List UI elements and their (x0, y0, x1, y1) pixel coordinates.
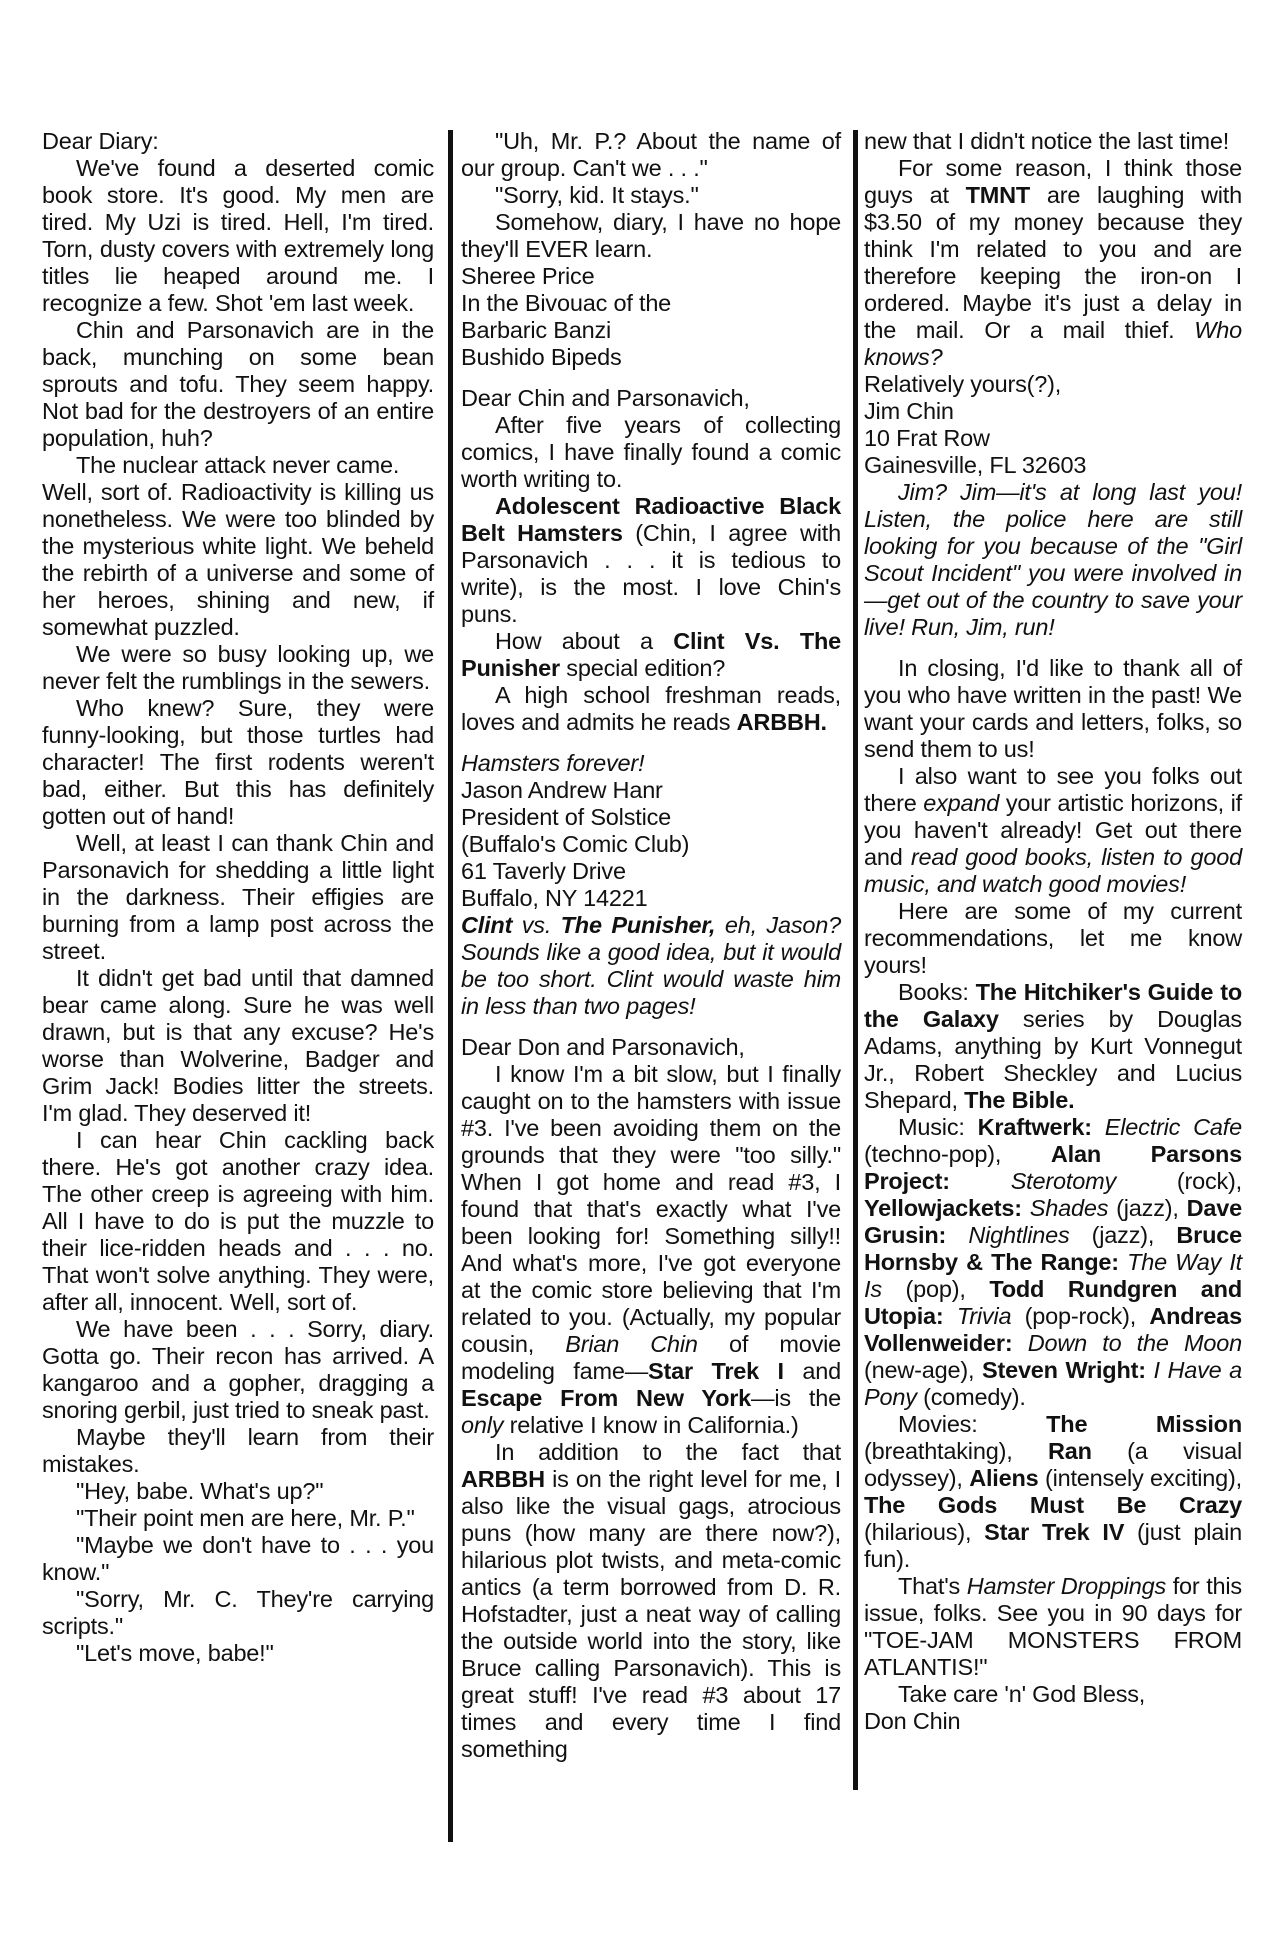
closing-line: Take care 'n' God Bless, (898, 1681, 1146, 1707)
signature-line: 10 Frat Row (864, 425, 990, 451)
recommendations-music: Music: Kraftwerk: Electric Cafe (techno-pop), Alan Parsons Project: Sterotomy (rock), Yellowjackets: Shades (jazz), Dave Grusin: Nightlines (jazz), Bruce Hornsby & The Range: The Way It Is (pop), Todd Rundgren and Utopia: Trivia (pop-rock), Andreas Vollenweider: Down to the Moon (new-age), Steven Wright: I Have a Pony (comedy). (864, 1114, 1243, 1410)
signature-line: 61 Taverly Drive (461, 858, 626, 884)
dialogue-line: "Their point men are here, Mr. P." (76, 1505, 415, 1531)
paragraph: How about a Clint Vs. The Punisher special edition? (461, 628, 841, 681)
signature-line: In the Bivouac of the (461, 290, 672, 316)
paragraph: For some reason, I think those guys at TMNT are laughing with $3.50 of my money because they think I'm related to you and are therefore keeping the iron-on I ordered. Maybe it's just a delay in the mail. Or a mail thief. Who knows? (864, 155, 1242, 370)
recommendations-books: Books: The Hitchiker's Guide to the Galaxy series by Douglas Adams, anything by Kurt Vonnegut Jr., Robert Sheckley and Lucius Shepard, The Bible. (864, 979, 1242, 1113)
paragraph: We've found a deserted comic book store. It's good. My men are tired. My Uzi is tired. Hell, I'm tired. Torn, dusty covers with extremely long titles lie heaped around me. I recognize a few. Shot 'em last week. (42, 155, 434, 316)
signature-line: Gainesville, FL 32603 (864, 452, 1087, 478)
signature-line: Relatively yours(?), (864, 371, 1062, 397)
diary-salutation: Dear Diary: (42, 128, 159, 154)
paragraph: I also want to see you folks out there expand your artistic horizons, if you haven't already! Get out there and read good books, listen to good music, and watch good movies! (864, 763, 1242, 897)
column-divider-left (448, 130, 453, 1842)
signature-line: Bushido Bipeds (461, 344, 622, 370)
paragraph: We have been . . . Sorry, diary. Gotta go. Their recon has arrived. A kangaroo and a gopher, dragging a snoring gerbil, just tried to sneak past. (42, 1316, 434, 1423)
column-middle (461, 128, 841, 1763)
paragraph: Chin and Parsonavich are in the back, munching on some bean sprouts and tofu. They seem happy. Not bad for the destroyers of an entire population, huh? (42, 317, 434, 451)
signature-line: President of Solstice (461, 804, 672, 830)
paragraph: Adolescent Radioactive Black Belt Hamsters (Chin, I agree with Parsonavich . . . it is tedious to write), is the most. I love Chin's puns. (461, 493, 841, 627)
paragraph: I know I'm a bit slow, but I finally caught on to the hamsters with issue #3. I've been avoiding them on the grounds that they were "too silly." When I got home and read #3, I found that that's exactly what I've been looking for! Something silly!! And what's more, I've got everyone at the comic store believing that I'm related to you. (Actually, my popular cousin, Brian Chin of movie modeling fame—Star Trek I and Escape From New York—is the only relative I know in California.) (461, 1061, 842, 1438)
signature-line: (Buffalo's Comic Club) (461, 831, 690, 857)
paragraph: Well, sort of. Radioactivity is killing us nonetheless. We were too blinded by the mysterious white light. We beheld the rebirth of a universe and some of her heroes, shining and new, if somewhat puzzled. (42, 479, 434, 640)
dialogue-line: "Hey, babe. What's up?" (76, 1478, 324, 1504)
paragraph: new that I didn't notice the last time! (864, 128, 1230, 154)
paragraph: A high school freshman reads, loves and admits he reads ARBBH. (461, 682, 841, 735)
signature-line: Jim Chin (864, 398, 954, 424)
signature-line: Buffalo, NY 14221 (461, 885, 648, 911)
editor-signature: Don Chin (864, 1708, 961, 1734)
paragraph: Well, at least I can thank Chin and Parsonavich for shedding a little light in the darkness. Their effigies are burning from a lamp post across the street. (42, 830, 434, 964)
paragraph: Here are some of my current recommendations, let me know yours! (864, 898, 1242, 978)
dialogue-line: "Sorry, kid. It stays." (495, 182, 699, 208)
signature-line: Sheree Price (461, 263, 595, 289)
letter-salutation: Dear Chin and Parsonavich, (461, 385, 750, 411)
dialogue-line: "Uh, Mr. P.? About the name of our group. Can't we . . ." (461, 128, 841, 181)
dialogue-line: "Sorry, Mr. C. They're carrying scripts." (42, 1586, 434, 1639)
paragraph: In addition to the fact that ARBBH is on the right level for me, I also like the visual gags, atrocious puns (how many are there now?), hilarious plot twists, and meta-comic antics (a term borrowed from D. R. Hofstadter, just a neat way of calling the outside world into the story, like Bruce calling Parsonavich). This is great stuff! I've read #3 about 17 times and every time I find something (461, 1439, 841, 1762)
paragraph: After five years of collecting comics, I have finally found a comic worth writing to. (461, 412, 841, 492)
paragraph: That's Hamster Droppings for this issue, folks. See you in 90 days for "TOE-JAM MONSTERS FROM ATLANTIS!" (864, 1573, 1242, 1680)
paragraph: In closing, I'd like to thank all of you who have written in the past! We want your cards and letters, folks, so send them to us! (864, 655, 1242, 762)
paragraph: Somehow, diary, I have no hope they'll EVER learn. (461, 209, 841, 262)
paragraph: I can hear Chin cackling back there. He's got another crazy idea. The other creep is agreeing with him. All I have to do is put the muzzle to their lice-ridden heads and . . . no. That won't solve anything. They were, after all, innocent. Well, sort of. (42, 1127, 434, 1315)
paragraph: It didn't get bad until that damned bear came along. Sure he was well drawn, but is that any excuse? He's worse than Wolverine, Badger and Grim Jack! Bodies litter the streets. I'm glad. They deserved it! (42, 965, 434, 1126)
comic-title: Adolescent Radioactive Black Belt Hamsters (461, 493, 841, 546)
signature-line: Jason Andrew Hanr (461, 777, 663, 803)
signature-line: Barbaric Banzi (461, 317, 612, 343)
recommendations-movies: Movies: The Mission (breathtaking), Ran (a visual odyssey), Aliens (intensely exciting), The Gods Must Be Crazy (hilarious), Star Trek IV (just plain fun). (864, 1411, 1242, 1572)
dialogue-line: "Let's move, babe!" (76, 1640, 274, 1666)
paragraph: The nuclear attack never came. (76, 452, 400, 478)
column-left (42, 128, 434, 1667)
column-divider-right (853, 130, 858, 1790)
paragraph: Maybe they'll learn from their mistakes. (42, 1424, 434, 1477)
letter-salutation: Dear Don and Parsonavich, (461, 1034, 745, 1060)
editor-reply: Jim? Jim—it's at long last you! Listen, the police here are still looking for you because of the "Girl Scout Incident" you were involved in—get out of the country to save your live! Run, Jim, run! (864, 479, 1242, 640)
paragraph: We were so busy looking up, we never felt the rumblings in the sewers. (42, 641, 434, 694)
editor-reply: Clint vs. The Punisher, eh, Jason? Sounds like a good idea, but it would be too short. Clint would waste him in less than two pages! (461, 912, 841, 1019)
paragraph: Who knew? Sure, they were funny-looking, but those turtles had character! The first rodents weren't bad, either. But this has definitely gotten out of hand! (42, 695, 434, 829)
letter-closing: Hamsters forever! (461, 750, 645, 776)
dialogue-line: "Maybe we don't have to . . . you know." (42, 1532, 434, 1585)
column-right (864, 128, 1242, 1735)
